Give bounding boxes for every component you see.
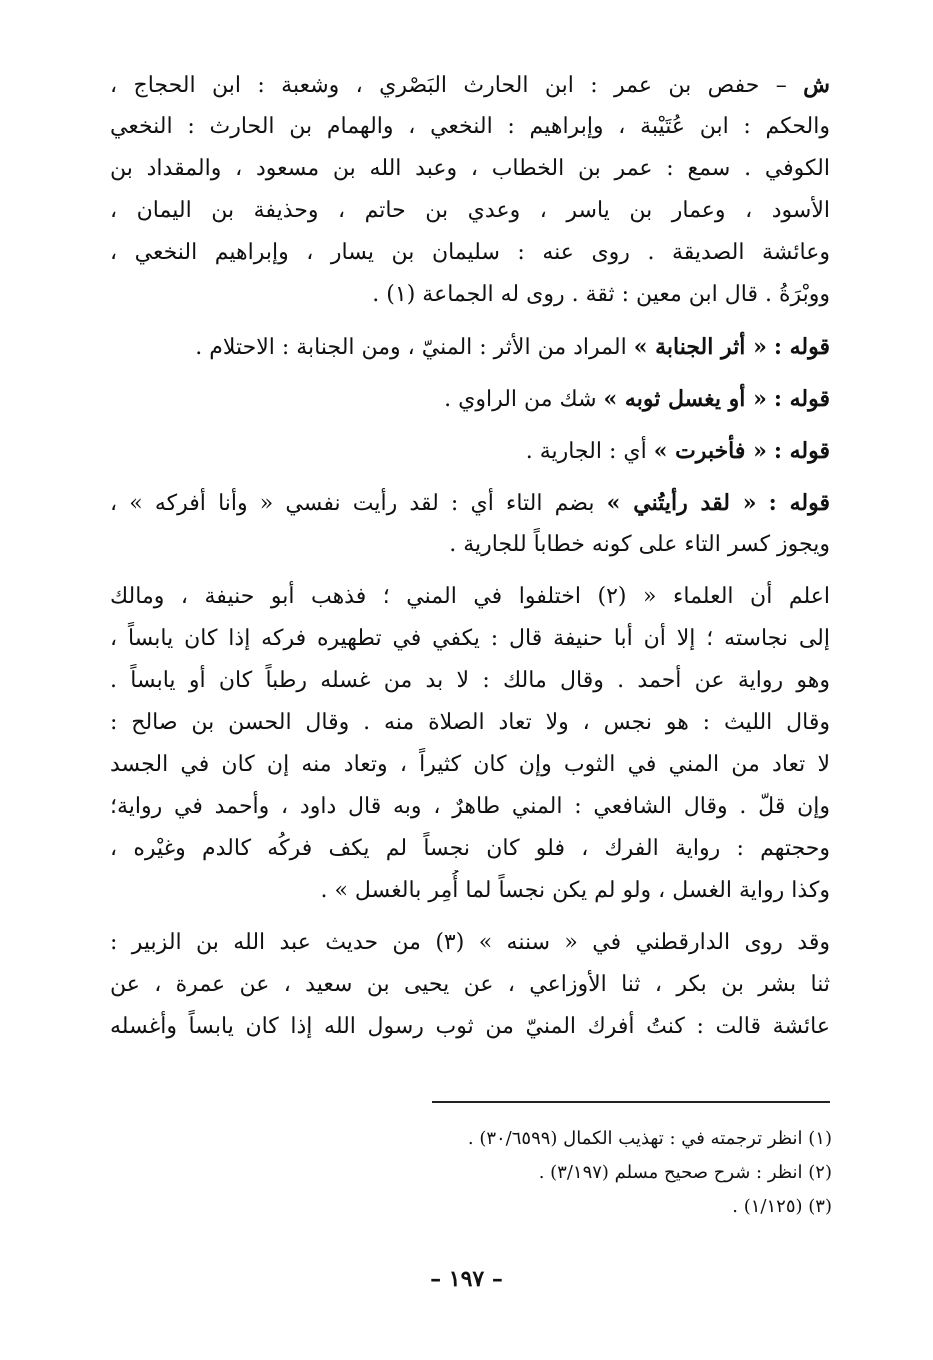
footnote: (١) انظر ترجمته في : تهذيب الكمال (٣٠/٦٥٩٩) . [467, 1128, 832, 1149]
text-line: ش – حفص بن عمر : ابن الحارث البَصْري ، وشعبة : ابن الحجاج ، [110, 72, 830, 98]
paragraph-laqad-raaytuni [110, 482, 830, 566]
text-line: الكوفي . سمع : عمر بن الخطاب ، وعبد الله بن مسعود ، والمقداد بن [110, 156, 830, 181]
text-line: لا تعاد من المني في الثوب وإن كان كثيراً ، وتعاد منه إن كان في الجسد [110, 752, 830, 777]
text-line: وحجتهم : رواية الفرك ، فلو كان نجساً لم يكف فركُه كالدم وغيْره ، [110, 836, 830, 861]
paragraph-daraqutni [110, 922, 830, 1048]
text-line: وعائشة الصديقة . روى عنه : سليمان بن يسار ، وإبراهيم النخعي ، [110, 240, 830, 265]
footnote: (٣) (١/١٢٥) . [732, 1196, 832, 1217]
text-line: قوله : « أو يغسل ثوبه » شك من الراوي . [444, 386, 830, 412]
text-line: ووبْرَةُ . قال ابن معين : ثقة . روى له الجماعة (١) . [372, 282, 830, 307]
paragraph-ulama-opinions [110, 576, 830, 912]
text-line: قوله : « فأخبرت » أي : الجارية . [525, 438, 830, 464]
paragraph-narrators [110, 64, 830, 316]
footnote-divider [432, 1101, 830, 1103]
text-line: إلى نجاسته ؛ إلا أن أبا حنيفة قال : يكفي في تطهيره فركه إذا كان يابساً ، [110, 626, 830, 651]
text-line: عائشة قالت : كنتُ أفرك المنيّ من ثوب رسول الله إذا كان يابساً وأغسله [110, 1014, 830, 1039]
paragraph-aw-yaghsil [110, 378, 830, 420]
text-line: والحكم : ابن عُتَيْبة ، وإبراهيم : النخعي ، والهمام بن الحارث : النخعي [110, 114, 830, 139]
text-line: وإن قلّ . وقال الشافعي : المني طاهرٌ ، وبه قال داود ، وأحمد في رواية؛ [110, 794, 830, 819]
text-line: وقد روى الدارقطني في « سننه » (٣) من حديث عبد الله بن الزبير : [110, 930, 830, 955]
text-line: ثنا بشر بن بكر ، ثنا الأوزاعي ، عن يحيى بن سعيد ، عن عمرة ، عن [110, 972, 830, 997]
text-line: وكذا رواية الغسل ، ولو لم يكن نجساً لما أُمِر بالغسل » . [320, 878, 830, 903]
footnote: (٢) انظر : شرح صحيح مسلم (٣/١٩٧) . [538, 1162, 832, 1183]
text-line: الأسود ، وعمار بن ياسر ، وعدي بن حاتم ، وحذيفة بن اليمان ، [110, 198, 830, 223]
text-line: قوله : « أثر الجنابة » المراد من الأثر : المنيّ ، ومن الجنابة : الاحتلام . [195, 334, 830, 360]
paragraph-athar-aljanaba [110, 326, 830, 368]
footnotes [300, 1122, 832, 1224]
paragraph-fa-akhbarat [110, 430, 830, 472]
text-line: وقال الليث : هو نجس ، ولا تعاد الصلاة منه . وقال الحسن بن صالح : [110, 710, 830, 735]
main-text [110, 64, 830, 1048]
text-line: وهو رواية عن أحمد . وقال مالك : لا بد من غسله رطباً كان أو يابساً . [110, 668, 830, 693]
text-line: اعلم أن العلماء « (٢) اختلفوا في المني ؛ فذهب أبو حنيفة ، ومالك [110, 584, 830, 609]
text-line: قوله : « لقد رأيتُني » بضم التاء أي : لقد رأيت نفسي « وأنا أفركه » ، [110, 490, 830, 516]
text-line: ويجوز كسر التاء على كونه خطاباً للجارية . [449, 532, 830, 557]
page-number: – ١٩٧ – [430, 1266, 503, 1292]
